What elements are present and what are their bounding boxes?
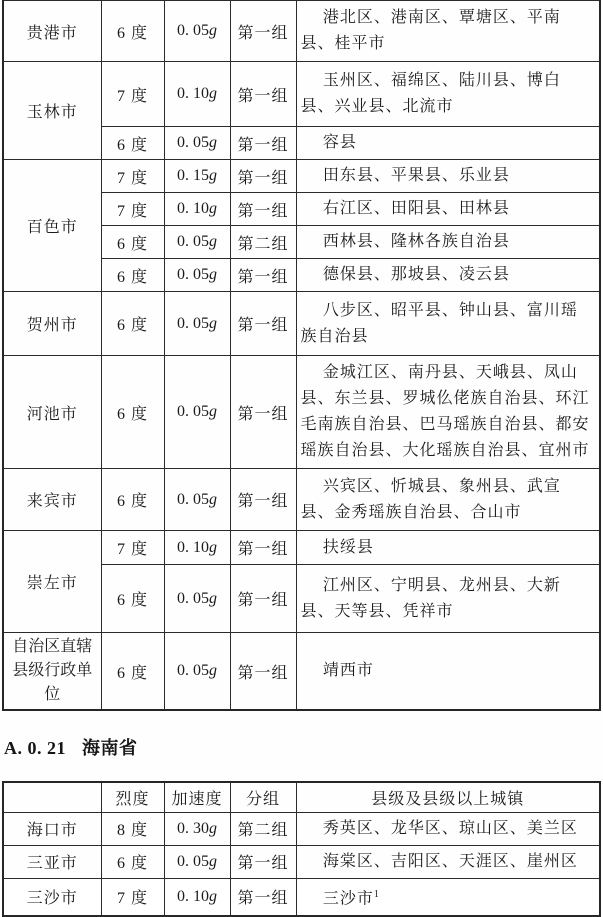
city-cell: 崇左市 (3, 531, 101, 633)
intensity-cell: 7 度 (101, 62, 164, 127)
districts-cell: 金城江区、南丹县、天峨县、凤山县、东兰县、罗城仫佬族自治县、环江毛南族自治县、巴马瑶族自治县、都安瑶族自治县、大化瑶族自治县、宜州市 (296, 356, 600, 469)
hainan-seismic-table (2, 781, 601, 917)
g-unit: g (209, 233, 217, 250)
group-cell: 第一组 (230, 62, 296, 127)
group-cell: 第一组 (230, 292, 296, 356)
accel-value: 0. 05 (177, 22, 209, 39)
group-cell: 第一组 (230, 259, 296, 292)
intensity-cell: 6 度 (101, 259, 164, 292)
table-row (3, 469, 600, 531)
acceleration-cell (164, 127, 230, 160)
table-row (3, 62, 600, 127)
city-cell: 来宾市 (3, 469, 101, 531)
group-cell: 第一组 (230, 531, 296, 565)
city-header-cell (3, 782, 101, 812)
acceleration-cell (164, 292, 230, 356)
g-unit: g (209, 662, 217, 679)
acceleration-cell (164, 845, 230, 878)
intensity-cell: 7 度 (101, 193, 164, 226)
intensity-cell: 6 度 (101, 565, 164, 633)
table-header-row (3, 782, 600, 812)
districts-cell (296, 878, 600, 916)
intensity-cell: 6 度 (101, 356, 164, 469)
districts-cell: 右江区、田阳县、田林县 (296, 193, 600, 226)
acceleration-cell (164, 812, 230, 845)
districts-text: 三沙市 (322, 889, 374, 907)
acceleration-cell (164, 259, 230, 292)
acceleration-cell (164, 531, 230, 565)
city-cell: 三亚市 (3, 845, 101, 878)
accel-value: 0. 05 (177, 233, 209, 250)
intensity-cell: 7 度 (101, 160, 164, 193)
intensity-cell: 7 度 (101, 878, 164, 916)
acceleration-header-cell: 加速度 (164, 782, 230, 812)
districts-cell: 德保县、那坡县、凌云县 (296, 259, 600, 292)
districts-cell: 靖西市 (296, 633, 600, 711)
acceleration-cell (164, 356, 230, 469)
acceleration-cell (164, 469, 230, 531)
districts-cell: 扶绥县 (296, 531, 600, 565)
group-cell: 第一组 (230, 633, 296, 711)
table-row (3, 1, 600, 62)
table-row (3, 878, 600, 916)
group-cell: 第一组 (230, 356, 296, 469)
g-unit: g (209, 314, 217, 332)
g-unit: g (209, 589, 217, 607)
group-cell: 第一组 (230, 469, 296, 531)
intensity-cell: 7 度 (101, 531, 164, 565)
acceleration-cell (164, 565, 230, 633)
accel-value: 0. 05 (177, 852, 209, 870)
intensity-cell: 6 度 (101, 127, 164, 160)
group-cell: 第一组 (230, 845, 296, 878)
city-cell: 自治区直辖县级行政单位 (3, 633, 101, 711)
group-cell: 第二组 (230, 812, 296, 845)
intensity-cell: 6 度 (101, 469, 164, 531)
group-cell: 第一组 (230, 127, 296, 160)
table-row (3, 531, 600, 565)
g-unit: g (209, 852, 217, 870)
acceleration-cell (164, 62, 230, 127)
g-unit: g (209, 887, 217, 905)
table-row (3, 633, 600, 711)
intensity-cell: 6 度 (101, 633, 164, 711)
table-row (3, 845, 600, 878)
districts-cell: 田东县、平果县、乐业县 (296, 160, 600, 193)
accel-value: 0. 10 (177, 200, 209, 217)
accel-value: 0. 30 (177, 819, 209, 837)
section-heading (4, 734, 603, 760)
acceleration-cell (164, 878, 230, 916)
g-unit: g (209, 134, 217, 151)
group-cell: 第一组 (230, 565, 296, 633)
districts-cell: 八步区、昭平县、钟山县、富川瑶族自治县 (296, 292, 600, 356)
city-cell: 河池市 (3, 356, 101, 469)
intensity-cell: 6 度 (101, 845, 164, 878)
accel-value: 0. 05 (177, 589, 209, 607)
g-unit: g (209, 85, 217, 102)
districts-cell: 容县 (296, 127, 600, 160)
districts-cell: 江州区、宁明县、龙州县、大新县、天等县、凭祥市 (296, 565, 600, 633)
table-row (3, 292, 600, 356)
intensity-cell: 6 度 (101, 226, 164, 259)
group-cell: 第一组 (230, 160, 296, 193)
accel-value: 0. 10 (177, 887, 209, 905)
acceleration-cell (164, 226, 230, 259)
section-title: 海南省 (82, 738, 138, 758)
group-cell: 第一组 (230, 193, 296, 226)
group-cell: 第二组 (230, 226, 296, 259)
g-unit: g (209, 819, 217, 837)
guangxi-seismic-table (2, 0, 601, 711)
accel-value: 0. 05 (177, 662, 209, 679)
acceleration-cell (164, 1, 230, 62)
city-cell: 贺州市 (3, 292, 101, 356)
intensity-cell: 8 度 (101, 812, 164, 845)
group-header-cell: 分组 (230, 782, 296, 812)
accel-value: 0. 05 (177, 403, 209, 420)
intensity-cell: 6 度 (101, 1, 164, 62)
accel-value: 0. 05 (177, 134, 209, 151)
districts-cell: 秀英区、龙华区、琼山区、美兰区 (296, 812, 600, 845)
districts-cell: 兴宾区、忻城县、象州县、武宣县、金秀瑶族自治县、合山市 (296, 469, 600, 531)
intensity-header-cell: 烈度 (101, 782, 164, 812)
city-cell: 三沙市 (3, 878, 101, 916)
g-unit: g (209, 167, 217, 184)
accel-value: 0. 15 (177, 167, 209, 184)
g-unit: g (209, 266, 217, 283)
districts-cell: 港北区、港南区、覃塘区、平南县、桂平市 (296, 1, 600, 62)
g-unit: g (209, 490, 217, 508)
accel-value: 0. 10 (177, 538, 209, 556)
g-unit: g (209, 22, 217, 39)
acceleration-cell (164, 633, 230, 711)
g-unit: g (209, 403, 217, 420)
g-unit: g (209, 538, 217, 556)
city-cell: 海口市 (3, 812, 101, 845)
footnote-ref: 1 (373, 888, 379, 900)
accel-value: 0. 05 (177, 266, 209, 283)
accel-value: 0. 05 (177, 314, 209, 332)
acceleration-cell (164, 193, 230, 226)
accel-value: 0. 05 (177, 490, 209, 508)
group-cell: 第一组 (230, 878, 296, 916)
accel-value: 0. 10 (177, 85, 209, 102)
g-unit: g (209, 200, 217, 217)
table-row (3, 160, 600, 193)
city-cell: 百色市 (3, 160, 101, 292)
districts-cell: 海棠区、吉阳区、天涯区、崖州区 (296, 845, 600, 878)
table-row (3, 812, 600, 845)
intensity-cell: 6 度 (101, 292, 164, 356)
city-cell: 玉林市 (3, 62, 101, 160)
districts-cell: 西林县、隆林各族自治县 (296, 226, 600, 259)
districts-cell: 玉州区、福绵区、陆川县、博白县、兴业县、北流市 (296, 62, 600, 127)
city-cell: 贵港市 (3, 1, 101, 62)
table-row (3, 356, 600, 469)
districts-header-cell: 县级及县级以上城镇 (296, 782, 600, 812)
group-cell: 第一组 (230, 1, 296, 62)
acceleration-cell (164, 160, 230, 193)
section-number: A. 0. 21 (4, 738, 66, 758)
